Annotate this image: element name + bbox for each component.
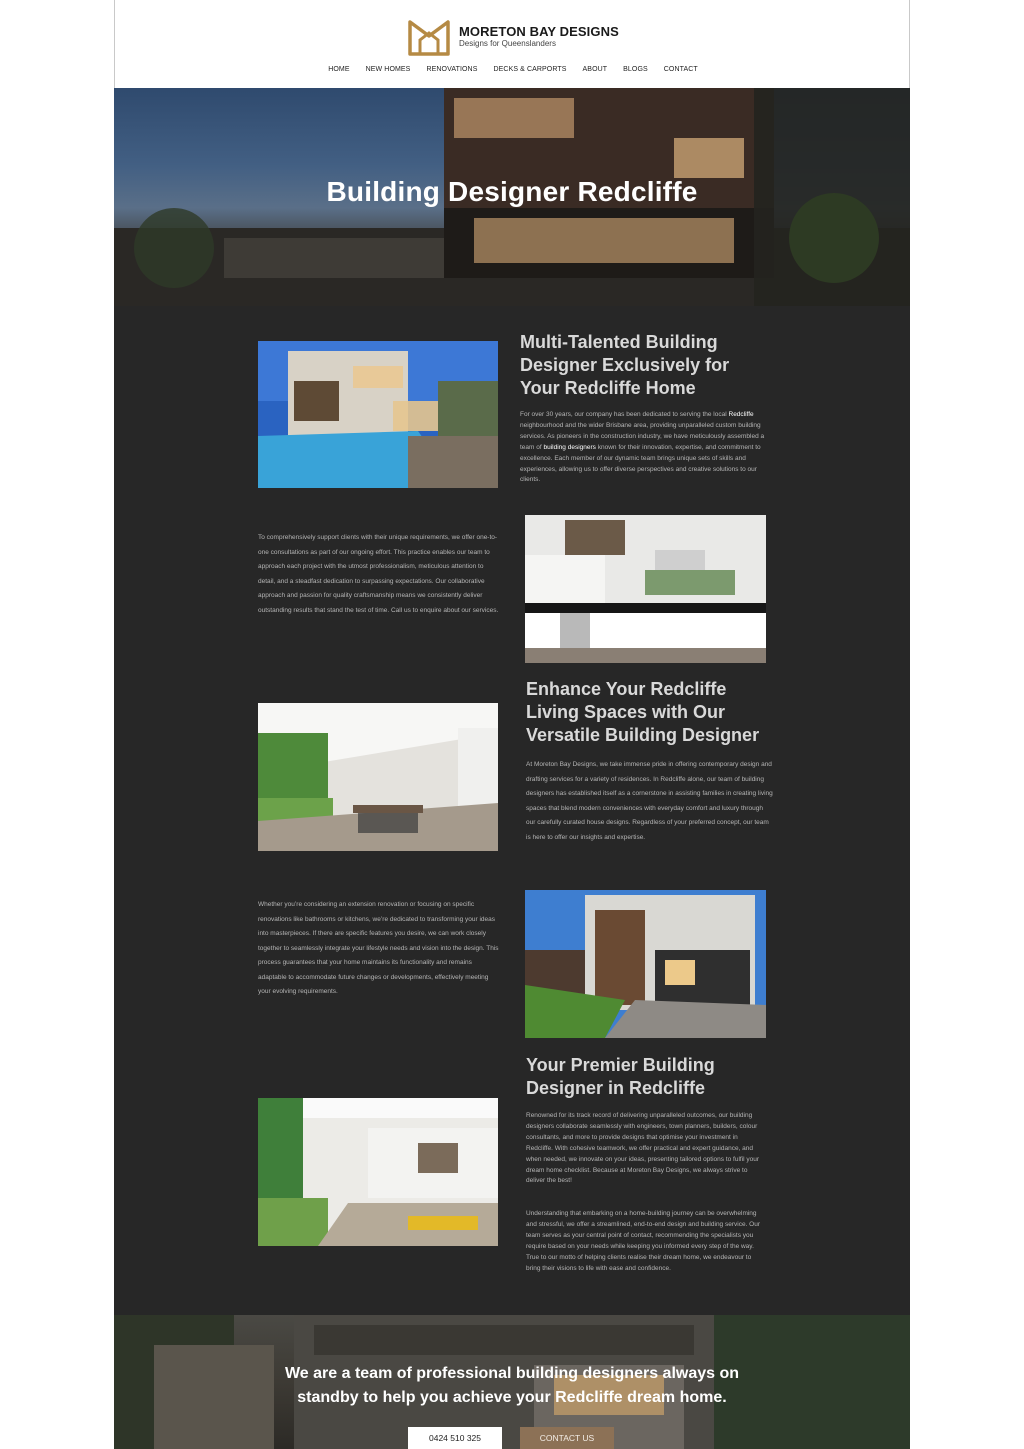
- banner-text: [114, 1362, 910, 1410]
- section1-title: Multi-Talented Building Designer Exclusively for Your Redcliffe Home: [520, 332, 730, 398]
- banner-line-2: standby to help you achieve your Redcliffe dream home.: [297, 1389, 727, 1406]
- nav-home[interactable]: HOME: [328, 66, 350, 73]
- contact-us-button[interactable]: CONTACT US: [520, 1427, 614, 1449]
- banner-line-1: We are a team of professional building designers always on: [284, 1365, 740, 1382]
- brand-name: MORETON BAY DESIGNS: [459, 23, 619, 39]
- section3-title: Enhance Your Redcliffe Living Spaces with Our Versatile Building Designer: [526, 679, 760, 745]
- nav-blogs[interactable]: BLOGS: [623, 66, 648, 73]
- section5-text-2: Understanding that embarking on a home-building journey can be overwhelming and stressful, we offer a streamlined, end-to-end design and building service. Our team serves as your central point of contact, recommending the specialists you require based on your needs while keeping you informed every step of the way. True to our motto of helping clients realise their dream home, we endeavour to bring their visions to life with ease and confidence.: [526, 1210, 761, 1272]
- section4-text: Whether you’re considering an extension renovation or focusing on specific renovations like bathrooms or kitchens, we’re dedicated to transforming your ideas into masterpieces. If there are specific features you desire, we can work closely together to seamlessly integrate your lifestyle needs and vision into the design. This process guarantees that your home maintains its functionality and remains adaptable to accommodate future changes or developments, effectively meeting your evolving requirements.: [258, 901, 499, 995]
- logo[interactable]: [406, 16, 619, 56]
- section1-text: For over 30 years, our company has been dedicated to serving the local Redcliffe neighbourhood and the wider Brisbane area, providing unparalleled custom building services. As pioneers in the construction industry, we have meticulously assembled a team of building designers known for their innovation, expertise, and commitment to excellence. Each member of our dynamic team brings unique sets of skills and experiences, allowing us to offer diverse perspectives and creative solutions to our clients.: [520, 411, 765, 484]
- page-frame: [114, 0, 910, 1449]
- kitchen-image: [525, 515, 766, 663]
- phone-button[interactable]: 0424 510 325: [408, 1427, 502, 1449]
- patio-image: [258, 1098, 498, 1246]
- building-designers-link[interactable]: building designers: [543, 443, 596, 451]
- cta-banner: [114, 1315, 910, 1449]
- section3-text: At Moreton Bay Designs, we take immense pride in offering contemporary design and drafting services for a variety of residences. In Redcliffe alone, our team of building designers has established itself as a cornerstone in assisting families in creating living spaces that blend modern conveniences with everyday comfort and luxury through our carefully curated house designs. Regardless of your preferred concept, our team is here to offer our insights and expertise.: [526, 761, 773, 841]
- main-nav: [115, 66, 911, 73]
- section5-text-1: Renowned for its track record of delivering unparalleled outcomes, our building designers collaborate seamlessly with engineers, town planners, builders, colour consultants, and more to provide designs that optimise your investment in Redcliffe. With cohesive teamwork, we offer practical and expert guidance, and when needed, we innovate on your ideas, presenting tailored options to fulfil your dream home checklist. Because at Moreton Bay Designs, we always strive to deliver the best!: [526, 1112, 760, 1185]
- alfresco-image: [258, 703, 498, 851]
- redcliffe-link[interactable]: Redcliffe: [728, 411, 754, 418]
- nav-renovations[interactable]: RENOVATIONS: [426, 66, 478, 73]
- nav-new-homes[interactable]: NEW HOMES: [365, 66, 411, 73]
- brand-tagline: Designs for Queenslanders: [459, 38, 556, 48]
- section5-title: Your Premier Building Designer in Redcliffe: [526, 1055, 715, 1098]
- nav-about[interactable]: ABOUT: [582, 66, 608, 73]
- modern-house-image: [525, 890, 766, 1038]
- section2-text: To comprehensively support clients with their unique requirements, we offer one-to-one consultations as part of our ongoing effort. This practice enables our team to approach each project with the utmost professionalism, meticulous attention to detail, and a steadfast dedication to surpassing expectations. Our collaborative approach and passion for quality craftsmanship means we consistently deliver outstanding results that stand the test of time. Call us to enquire about our services.: [258, 534, 499, 614]
- nav-decks-carports[interactable]: DECKS & CARPORTS: [493, 66, 567, 73]
- pool-house-image: [258, 341, 498, 488]
- hero-banner: [114, 88, 910, 306]
- hero-title: Building Designer Redcliffe: [326, 176, 698, 207]
- site-header: [114, 0, 910, 88]
- logo-mark-icon: [406, 16, 452, 56]
- nav-contact[interactable]: CONTACT: [663, 66, 698, 73]
